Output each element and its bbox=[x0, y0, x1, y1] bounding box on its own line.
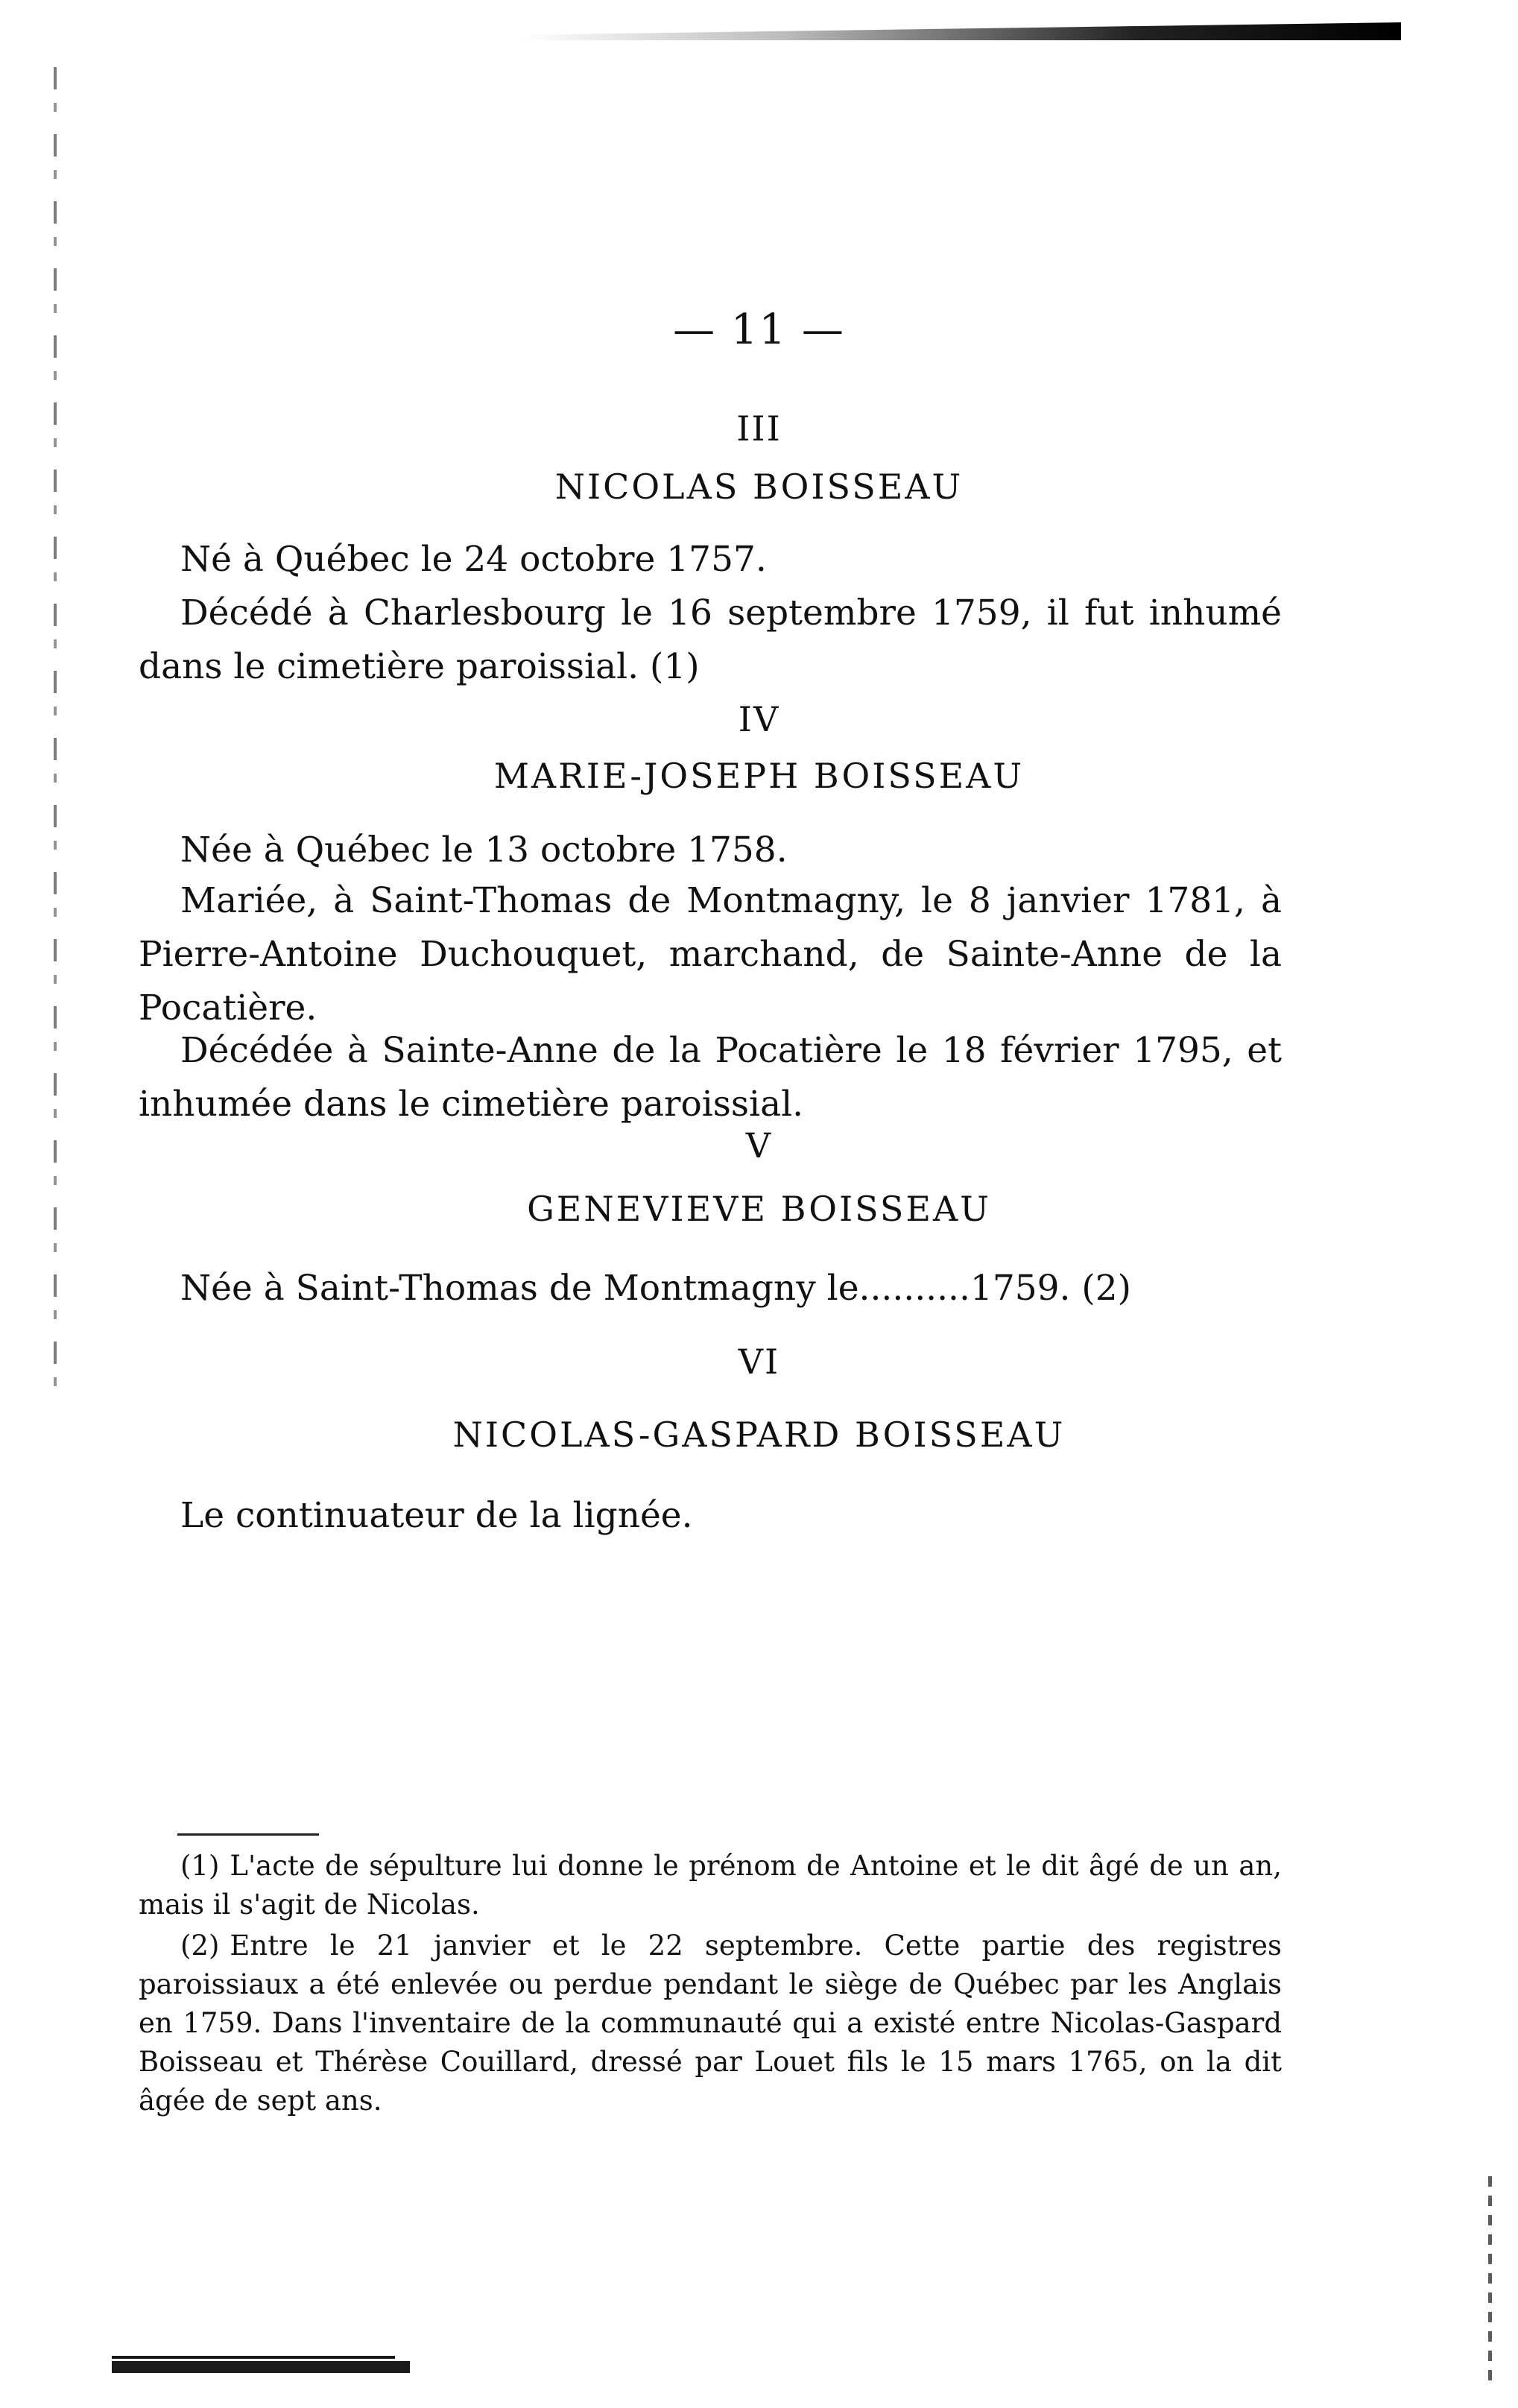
paragraph-birth-nicolas: Né à Québec le 24 octobre 1757. bbox=[180, 539, 767, 580]
section-numeral-v: V bbox=[745, 1125, 773, 1166]
top-scan-rule bbox=[522, 22, 1401, 40]
footnote-2-text: Entre le 21 janvier et le 22 septembre. Cette partie des registres paroissiaux a été enlevée ou perdue pendant le siège de Québec par les Anglais en 1759. Dans l'inventaire de la communauté qui a existé entre Nicolas-Gaspard Boisseau et Thérèse Couillard, dressé par Louet fils le 15 mars 1765, on la dit âgée de sept ans. bbox=[139, 1930, 1282, 2117]
section-name-genevieve: GENEVIEVE BOISSEAU bbox=[527, 1189, 991, 1229]
footnote-separator bbox=[177, 1833, 319, 1836]
section-numeral-iv: IV bbox=[738, 699, 780, 739]
section-numeral-vi: VI bbox=[738, 1342, 780, 1382]
paragraph-birth-marie-joseph: Née à Québec le 13 octobre 1758. bbox=[180, 829, 788, 870]
paragraph-death-nicolas: Décédé à Charlesbourg le 16 septembre 1759, il fut inhumé dans le cimetière paroissial. (1) bbox=[139, 592, 1282, 687]
footnote-1-text: L'acte de sépulture lui donne le prénom de Antoine et le dit âgé de un an, mais il s'agit de Nicolas. bbox=[139, 1850, 1282, 1921]
footnote-1 bbox=[139, 1847, 1282, 1924]
section-name-marie-joseph: MARIE-JOSEPH BOISSEAU bbox=[493, 756, 1025, 796]
right-scan-edge bbox=[1488, 2176, 1492, 2385]
bottom-scan-rule bbox=[112, 2361, 410, 2373]
page-number: — 11 — bbox=[673, 306, 845, 354]
section-numeral-iii: III bbox=[736, 408, 782, 449]
footnote-2 bbox=[139, 1927, 1282, 2120]
section-name-nicolas-gaspard: NICOLAS-GASPARD BOISSEAU bbox=[452, 1415, 1066, 1455]
paragraph-death-marie-joseph: Décédée à Sainte-Anne de la Pocatière le 18 février 1795, et inhumée dans le cimetière paroissial. bbox=[139, 1030, 1282, 1125]
paragraph-birth-genevieve: Née à Saint-Thomas de Montmagny le..........1759. (2) bbox=[180, 1268, 1131, 1309]
bottom-scan-rule-thin bbox=[112, 2356, 395, 2359]
paragraph-marriage-marie-joseph: Mariée, à Saint-Thomas de Montmagny, le 8 janvier 1781, à Pierre-Antoine Duchouquet, marchand, de Sainte-Anne de la Pocatière. bbox=[139, 880, 1282, 1028]
footnote-2-marker: (2) bbox=[180, 1930, 220, 1962]
footnote-1-marker: (1) bbox=[180, 1850, 220, 1882]
section-name-nicolas: NICOLAS BOISSEAU bbox=[554, 467, 964, 507]
paragraph-continuator: Le continuateur de la lignée. bbox=[180, 1495, 693, 1536]
